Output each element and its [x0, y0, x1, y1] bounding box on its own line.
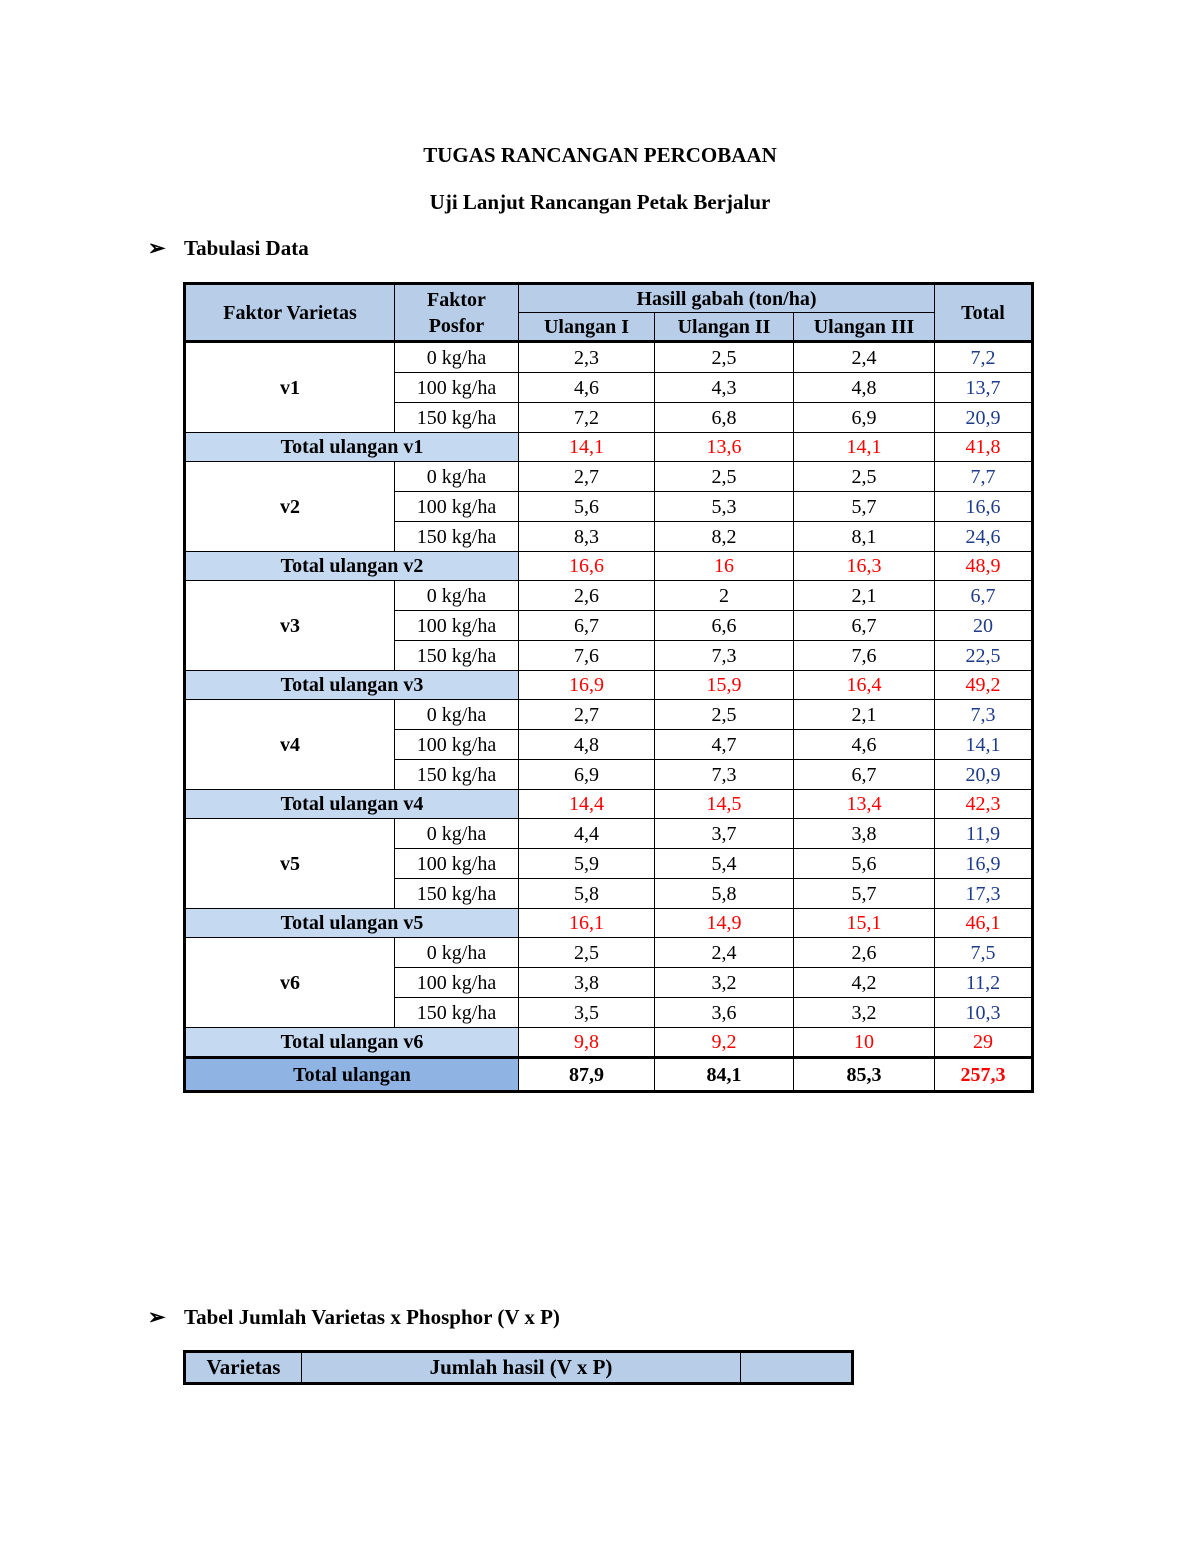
posfor-cell: 100 kg/ha — [395, 373, 519, 403]
total-ulangan-label: Total ulangan v3 — [185, 671, 519, 700]
total-ulangan-label: Total ulangan v4 — [185, 790, 519, 819]
total-ulangan-value: 41,8 — [935, 433, 1033, 462]
posfor-cell: 0 kg/ha — [395, 581, 519, 611]
header-hasil-gabah: Hasill gabah (ton/ha) — [519, 284, 935, 313]
posfor-cell: 150 kg/ha — [395, 760, 519, 790]
table-row — [185, 700, 1033, 730]
ulangan1-cell: 5,9 — [519, 849, 655, 879]
ulangan2-cell: 4,7 — [655, 730, 794, 760]
ulangan2-cell: 4,3 — [655, 373, 794, 403]
total-cell: 7,5 — [935, 938, 1033, 968]
ulangan3-cell: 3,2 — [794, 998, 935, 1028]
posfor-cell: 0 kg/ha — [395, 819, 519, 849]
ulangan1-cell: 7,2 — [519, 403, 655, 433]
total-cell: 16,6 — [935, 492, 1033, 522]
ulangan2-cell: 2,5 — [655, 342, 794, 373]
ulangan2-cell: 6,6 — [655, 611, 794, 641]
total-ulangan-value: 14,1 — [794, 433, 935, 462]
ulangan1-cell: 3,8 — [519, 968, 655, 998]
posfor-cell: 150 kg/ha — [395, 641, 519, 671]
document-title: TUGAS RANCANGAN PERCOBAAN — [423, 143, 777, 167]
header-faktor-posfor — [395, 284, 519, 342]
ulangan2-cell: 5,8 — [655, 879, 794, 909]
varietas-cell: v1 — [185, 342, 395, 433]
total-ulangan-value: 14,4 — [519, 790, 655, 819]
document-subtitle: Uji Lanjut Rancangan Petak Berjalur — [429, 190, 771, 214]
total-ulangan-value: 14,1 — [519, 433, 655, 462]
ulangan2-cell: 2,4 — [655, 938, 794, 968]
total-cell: 7,7 — [935, 462, 1033, 492]
varietas-cell: v4 — [185, 700, 395, 790]
total-ulangan-label: Total ulangan v2 — [185, 552, 519, 581]
ulangan2-cell: 2,5 — [655, 462, 794, 492]
ulangan2-cell: 3,2 — [655, 968, 794, 998]
total-ulangan-value: 42,3 — [935, 790, 1033, 819]
ulangan2-cell: 8,2 — [655, 522, 794, 552]
posfor-cell: 0 kg/ha — [395, 342, 519, 373]
posfor-cell: 150 kg/ha — [395, 998, 519, 1028]
ulangan3-cell: 8,1 — [794, 522, 935, 552]
ulangan3-cell: 2,5 — [794, 462, 935, 492]
total-cell: 16,9 — [935, 849, 1033, 879]
total-ulangan-value: 16,3 — [794, 552, 935, 581]
header-faktor-posfor-line2: Posfor — [428, 314, 485, 337]
total-cell: 7,2 — [935, 342, 1033, 373]
ulangan2-cell: 6,8 — [655, 403, 794, 433]
total-cell: 20 — [935, 611, 1033, 641]
ulangan2-cell: 2,5 — [655, 700, 794, 730]
ulangan1-cell: 2,6 — [519, 581, 655, 611]
total-cell: 11,2 — [935, 968, 1033, 998]
ulangan1-cell: 4,8 — [519, 730, 655, 760]
ulangan2-cell: 7,3 — [655, 760, 794, 790]
total-ulangan-value: 16,6 — [519, 552, 655, 581]
ulangan3-cell: 2,4 — [794, 342, 935, 373]
posfor-cell: 150 kg/ha — [395, 403, 519, 433]
total-ulangan-value: 16,1 — [519, 909, 655, 938]
total-ulangan-row — [185, 909, 1033, 938]
total-cell: 17,3 — [935, 879, 1033, 909]
header-faktor-posfor-line1: Faktor — [427, 288, 486, 311]
ulangan1-cell: 2,7 — [519, 700, 655, 730]
posfor-cell: 100 kg/ha — [395, 492, 519, 522]
total-cell: 20,9 — [935, 403, 1033, 433]
total-ulangan-value: 9,2 — [655, 1028, 794, 1058]
total-ulangan-value: 14,9 — [655, 909, 794, 938]
grand-total-label: Total ulangan — [185, 1058, 519, 1092]
section-vxp-label: Tabel Jumlah Varietas x Phosphor (V x P) — [184, 1305, 560, 1329]
varietas-cell: v5 — [185, 819, 395, 909]
table-row — [185, 462, 1033, 492]
varietas-cell: v2 — [185, 462, 395, 552]
total-ulangan-value: 16 — [655, 552, 794, 581]
posfor-cell: 150 kg/ha — [395, 522, 519, 552]
ulangan3-cell: 4,8 — [794, 373, 935, 403]
total-ulangan-value: 29 — [935, 1028, 1033, 1058]
total-cell: 24,6 — [935, 522, 1033, 552]
posfor-cell: 0 kg/ha — [395, 462, 519, 492]
ulangan3-cell: 2,1 — [794, 581, 935, 611]
vxp-header-varietas: Varietas — [185, 1352, 302, 1384]
section-tabulasi-heading — [148, 236, 309, 261]
table-row — [185, 342, 1033, 373]
total-ulangan-row — [185, 790, 1033, 819]
ulangan1-cell: 5,8 — [519, 879, 655, 909]
total-ulangan-value: 14,5 — [655, 790, 794, 819]
total-ulangan-value: 13,6 — [655, 433, 794, 462]
ulangan2-cell: 5,3 — [655, 492, 794, 522]
ulangan1-cell: 2,3 — [519, 342, 655, 373]
total-ulangan-value: 15,1 — [794, 909, 935, 938]
ulangan1-cell: 2,7 — [519, 462, 655, 492]
total-ulangan-value: 16,4 — [794, 671, 935, 700]
total-cell: 22,5 — [935, 641, 1033, 671]
ulangan1-cell: 4,4 — [519, 819, 655, 849]
ulangan1-cell: 8,3 — [519, 522, 655, 552]
total-ulangan-value: 10 — [794, 1028, 935, 1058]
header-faktor-varietas: Faktor Varietas — [185, 284, 395, 342]
total-ulangan-label: Total ulangan v6 — [185, 1028, 519, 1058]
posfor-cell: 100 kg/ha — [395, 611, 519, 641]
total-ulangan-value: 48,9 — [935, 552, 1033, 581]
ulangan3-cell: 4,6 — [794, 730, 935, 760]
section-vxp-heading — [148, 1305, 560, 1330]
posfor-cell: 0 kg/ha — [395, 938, 519, 968]
table-row — [185, 938, 1033, 968]
total-ulangan-row — [185, 671, 1033, 700]
ulangan1-cell: 6,9 — [519, 760, 655, 790]
arrow-bullet-icon: ➢ — [148, 1305, 166, 1329]
ulangan3-cell: 6,7 — [794, 760, 935, 790]
ulangan3-cell: 3,8 — [794, 819, 935, 849]
ulangan2-cell: 3,6 — [655, 998, 794, 1028]
vxp-header-jumlah-hasil: Jumlah hasil (V x P) — [302, 1352, 741, 1384]
total-cell: 20,9 — [935, 760, 1033, 790]
total-cell: 11,9 — [935, 819, 1033, 849]
ulangan1-cell: 3,5 — [519, 998, 655, 1028]
total-cell: 6,7 — [935, 581, 1033, 611]
total-ulangan-row — [185, 433, 1033, 462]
table-row — [185, 581, 1033, 611]
ulangan3-cell: 6,7 — [794, 611, 935, 641]
ulangan3-cell: 5,7 — [794, 492, 935, 522]
varietas-cell: v6 — [185, 938, 395, 1028]
ulangan2-cell: 5,4 — [655, 849, 794, 879]
ulangan2-cell: 2 — [655, 581, 794, 611]
grand-total-value: 87,9 — [519, 1058, 655, 1092]
section-tabulasi-label: Tabulasi Data — [184, 236, 309, 260]
grand-total-row — [185, 1058, 1033, 1092]
total-ulangan-value: 13,4 — [794, 790, 935, 819]
posfor-cell: 0 kg/ha — [395, 700, 519, 730]
total-cell: 14,1 — [935, 730, 1033, 760]
ulangan2-cell: 7,3 — [655, 641, 794, 671]
ulangan1-cell: 7,6 — [519, 641, 655, 671]
posfor-cell: 150 kg/ha — [395, 879, 519, 909]
ulangan1-cell: 2,5 — [519, 938, 655, 968]
posfor-cell: 100 kg/ha — [395, 849, 519, 879]
total-ulangan-value: 9,8 — [519, 1028, 655, 1058]
total-cell: 13,7 — [935, 373, 1033, 403]
ulangan3-cell: 7,6 — [794, 641, 935, 671]
ulangan3-cell: 2,1 — [794, 700, 935, 730]
arrow-bullet-icon: ➢ — [148, 236, 166, 260]
ulangan2-cell: 3,7 — [655, 819, 794, 849]
posfor-cell: 100 kg/ha — [395, 968, 519, 998]
ulangan1-cell: 4,6 — [519, 373, 655, 403]
header-ulangan-3: Ulangan III — [794, 313, 935, 342]
table-row — [185, 819, 1033, 849]
total-cell: 10,3 — [935, 998, 1033, 1028]
total-ulangan-label: Total ulangan v5 — [185, 909, 519, 938]
vxp-header-empty — [741, 1352, 853, 1384]
total-cell: 7,3 — [935, 700, 1033, 730]
total-ulangan-value: 46,1 — [935, 909, 1033, 938]
grand-total-value: 85,3 — [794, 1058, 935, 1092]
grand-total-value: 84,1 — [655, 1058, 794, 1092]
header-total: Total — [935, 284, 1033, 342]
posfor-cell: 100 kg/ha — [395, 730, 519, 760]
ulangan3-cell: 4,2 — [794, 968, 935, 998]
header-ulangan-1: Ulangan I — [519, 313, 655, 342]
ulangan3-cell: 5,6 — [794, 849, 935, 879]
ulangan3-cell: 5,7 — [794, 879, 935, 909]
total-ulangan-value: 15,9 — [655, 671, 794, 700]
grand-total-value: 257,3 — [935, 1058, 1033, 1092]
ulangan3-cell: 2,6 — [794, 938, 935, 968]
total-ulangan-label: Total ulangan v1 — [185, 433, 519, 462]
ulangan3-cell: 6,9 — [794, 403, 935, 433]
ulangan1-cell: 5,6 — [519, 492, 655, 522]
ulangan1-cell: 6,7 — [519, 611, 655, 641]
tabulasi-data-table — [183, 282, 1034, 1093]
varietas-cell: v3 — [185, 581, 395, 671]
total-ulangan-row — [185, 1028, 1033, 1058]
vxp-table — [183, 1350, 854, 1385]
header-ulangan-2: Ulangan II — [655, 313, 794, 342]
total-ulangan-row — [185, 552, 1033, 581]
total-ulangan-value: 16,9 — [519, 671, 655, 700]
total-ulangan-value: 49,2 — [935, 671, 1033, 700]
